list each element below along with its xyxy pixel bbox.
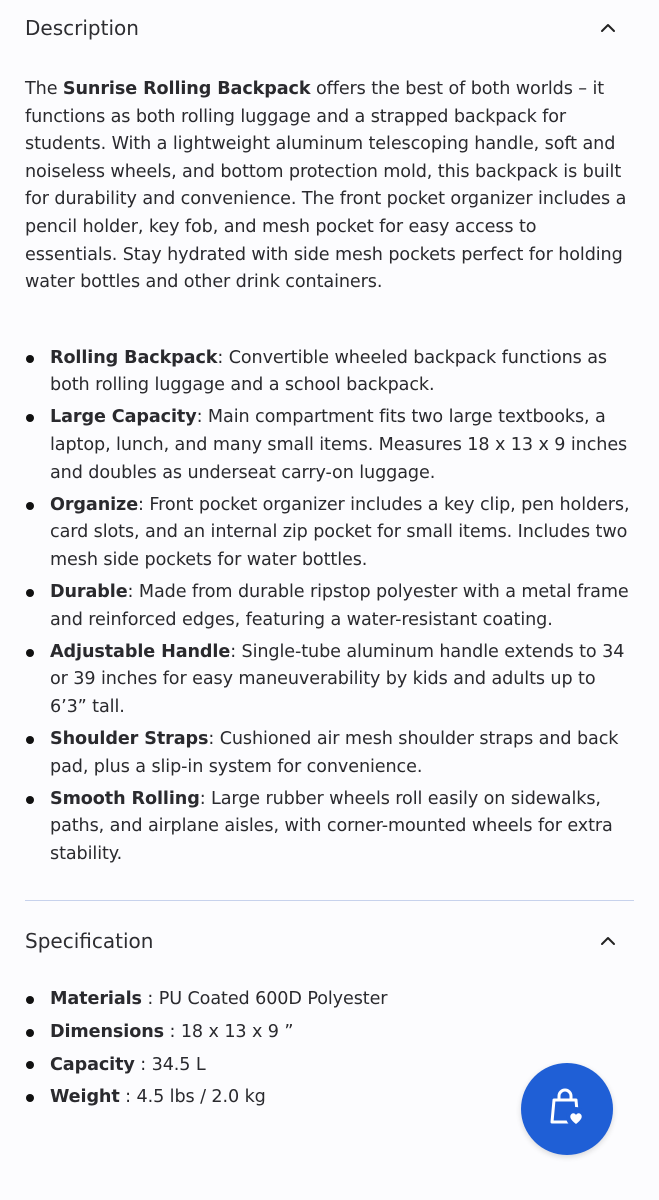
feature-key: Adjustable Handle xyxy=(50,641,231,662)
shopping-bag-button[interactable] xyxy=(521,1063,613,1155)
feature-text: : Convertible wheeled backpack functions as both rolling luggage and a school backpack. xyxy=(50,347,607,396)
section-divider xyxy=(25,900,634,901)
list-item xyxy=(25,639,634,722)
list-item xyxy=(25,983,634,1016)
paragraph-lead: The xyxy=(25,79,63,99)
spec-value: : PU Coated 600D Polyester xyxy=(141,989,388,1010)
description-title: Description xyxy=(25,16,139,40)
list-item xyxy=(25,786,634,869)
feature-key: Rolling Backpack xyxy=(50,347,218,368)
product-name: Sunrise Rolling Backpack xyxy=(62,79,311,99)
spec-key: Dimensions xyxy=(50,1022,165,1043)
feature-text: : Made from durable ripstop polyester with a metal frame and reinforced edges, featuring a water-resistant coating. xyxy=(50,582,629,630)
feature-key: Large Capacity xyxy=(50,407,197,428)
list-item xyxy=(25,345,634,400)
feature-key: Durable xyxy=(50,582,128,602)
list-item xyxy=(25,492,634,575)
spec-value: : 4.5 lbs / 2.0 kg xyxy=(119,1087,266,1108)
specification-title: Specification xyxy=(25,929,154,954)
spec-value: : 18 x 13 x 9 ” xyxy=(164,1022,294,1043)
list-item xyxy=(25,1016,634,1049)
list-item xyxy=(25,726,634,781)
description-accordion-header[interactable] xyxy=(25,0,634,56)
feature-key: Organize xyxy=(50,494,139,515)
description-paragraph xyxy=(25,76,634,297)
feature-text: : Large rubber wheels roll easily on sidewalks, paths, and airplane aisles, with corner-mounted wheels for extra stability. xyxy=(50,788,613,864)
spec-key: Materials xyxy=(50,989,142,1010)
feature-key: Smooth Rolling xyxy=(50,788,200,809)
feature-text: : Cushioned air mesh shoulder straps and back pad, plus a slip-in system for convenience. xyxy=(50,728,619,777)
list-item xyxy=(25,579,634,634)
chevron-up-icon[interactable] xyxy=(598,931,618,951)
paragraph-body: offers the best of both worlds – it functions as both rolling luggage and a strapped backpack for students. With a lightweight aluminum telescoping handle, soft and noiseless wheels, and bottom protection mold, this backpack is built for durability and convenience. The front pocket organizer includes a pencil holder, key fob, and mesh pocket for easy access to essentials. Stay hydrated with side mesh pockets perfect for holding water bottles and other drink containers. xyxy=(25,79,627,293)
feature-text: : Single-tube aluminum handle extends to 34 or 39 inches for easy maneuverability by kids and adults up to 6’3” tall. xyxy=(50,641,625,717)
feature-list xyxy=(25,345,634,869)
shopping-bag-heart-icon xyxy=(545,1085,589,1133)
feature-key: Shoulder Straps xyxy=(50,728,209,749)
chevron-up-icon[interactable] xyxy=(598,18,618,38)
spec-value: : 34.5 L xyxy=(134,1054,206,1075)
feature-text: : Main compartment fits two large textbooks, a laptop, lunch, and many small items. Measures 18 x 13 x 9 inches and doubles as underseat carry-on luggage. xyxy=(50,407,628,483)
spec-key: Weight xyxy=(50,1087,120,1108)
spec-key: Capacity xyxy=(50,1054,135,1075)
specification-accordion-header[interactable] xyxy=(25,913,634,969)
list-item xyxy=(25,404,634,487)
feature-text: : Front pocket organizer includes a key clip, pen holders, card slots, and an internal zip pocket for small items. Includes two mesh side pockets for water bottles. xyxy=(50,494,630,570)
